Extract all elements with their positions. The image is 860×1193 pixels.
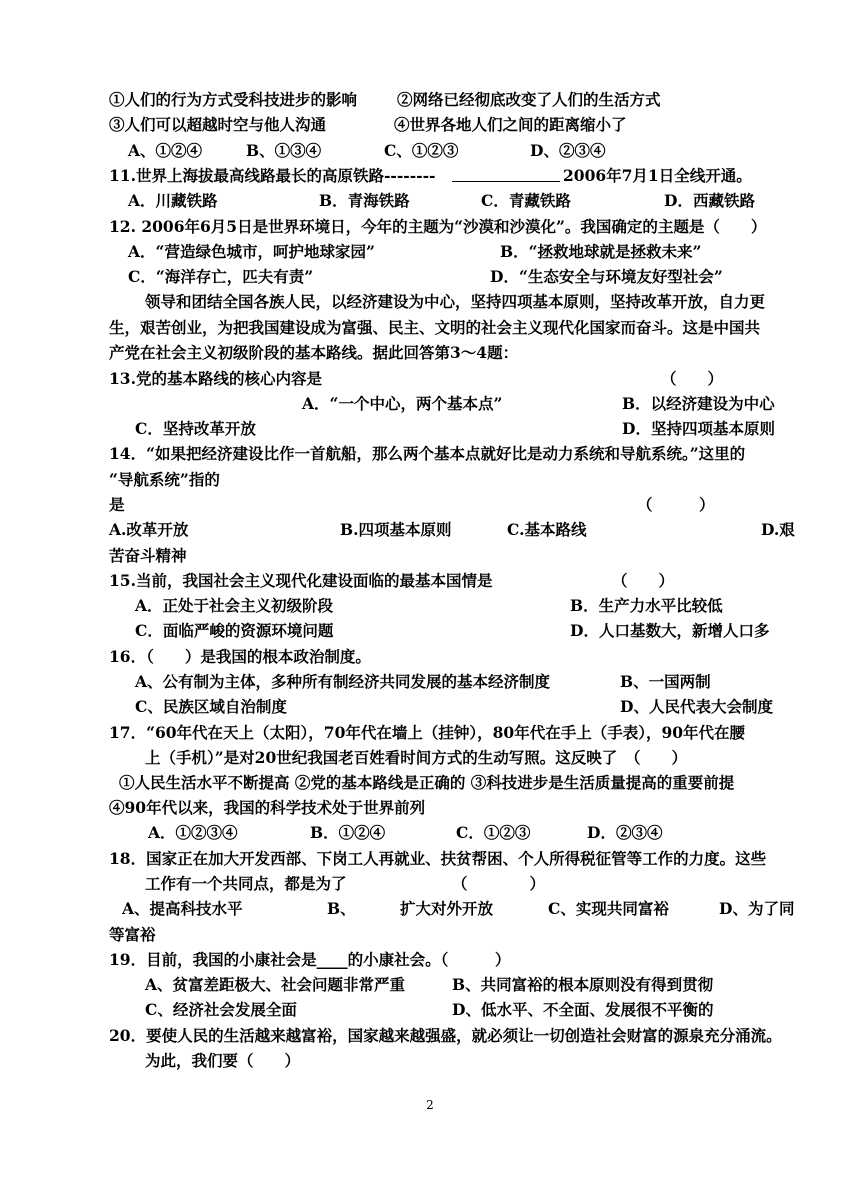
option-c: C、①②③ <box>384 141 459 160</box>
answer-paren: （ ） <box>661 369 724 388</box>
paragraph-text: 领导和团结全国各族人民，以经济建设为中心，坚持四项基本原则，坚持改革开放，自力更 <box>145 292 766 311</box>
option-c: C．面临严峻的资源环境问题 <box>135 621 334 640</box>
option-b: B、 <box>327 899 356 918</box>
option-b: B．①②④ <box>310 823 386 842</box>
option-c: C．青藏铁路 <box>481 191 571 210</box>
option-a: A、贫富差距极大、社会问题非常严重 <box>145 975 406 994</box>
question-text: 2006年7月1日全线开通。 <box>563 166 752 185</box>
option-d: D.艰 <box>761 520 795 539</box>
option-a: A．川藏铁路 <box>128 191 218 210</box>
option-b: B、一国两制 <box>620 672 711 691</box>
option-c: C、实现共同富裕 <box>548 899 669 918</box>
option-a: A．“一个中心，两个基本点” <box>302 394 503 413</box>
option-d: D、②③④ <box>530 141 606 160</box>
answer-paren: （ ） <box>612 571 675 590</box>
option-b: B、共同富裕的根本原则没有得到贯彻 <box>452 975 714 994</box>
option-b: B、①③④ <box>246 141 322 160</box>
statement-text: ①人民生活水平不断提高 ②党的基本路线是正确的 ③科技进步是生活质量提高的重要前提 <box>119 773 735 792</box>
option-b: B．青海铁路 <box>319 191 410 210</box>
option-d: D、为了同 <box>719 899 795 918</box>
option-c: C．①②③ <box>456 823 531 842</box>
question-text: 19．目前，我国的小康社会是____的小康社会。（ ） <box>109 950 511 969</box>
option-a: A、公有制为主体，多种所有制经济共同发展的基本经济制度 <box>135 672 551 691</box>
answer-blank <box>452 165 560 188</box>
option-a: A．“营造绿色城市，呵护地球家园” <box>128 242 375 261</box>
option-a: A．①②③④ <box>148 823 238 842</box>
option-b: B．生产力水平比较低 <box>570 596 723 615</box>
question-text: 工作有一个共同点，都是为了 <box>145 874 347 893</box>
question-text: 是 <box>109 495 125 514</box>
answer-paren: （ ） <box>452 874 546 893</box>
option-d: D、低水平、不全面、发展很不平衡的 <box>452 1000 714 1019</box>
question-text: 为此，我们要（ ） <box>145 1051 301 1070</box>
statement-text: ④90年代以来，我国的科学技术处于世界前列 <box>109 798 426 817</box>
paragraph-text: 生，艰苦创业，为把我国建设成为富强、民主、文明的社会主义现代化国家而奋斗。这是中国共 <box>109 318 761 337</box>
option-b: B．以经济建设为中心 <box>622 394 775 413</box>
question-text: 20．要使人民的生活越来越富裕，国家越来越强盛，就必须让一切创造社会财富的源泉充分涌流。 <box>109 1026 782 1045</box>
option-b: B．“拯救地球就是拯救未来” <box>500 242 702 261</box>
option-d: D．坚持四项基本原则 <box>622 419 775 438</box>
option-c: C．“海洋存亡，匹夫有责” <box>128 267 314 286</box>
question-text: 14．“如果把经济建设比作一首航船，那么两个基本点就好比是动力系统和导航系统。”这里的 <box>109 444 746 463</box>
option-text: 苦奋斗精神 <box>109 546 187 565</box>
question-text: 17．“60年代在天上（太阳），70年代在墙上（挂钟），80年代在手上（手表），90年代在腰 <box>109 723 746 742</box>
option-text: 等富裕 <box>109 925 156 944</box>
option-d: D、人民代表大会制度 <box>620 697 773 716</box>
question-text: “导航系统”指的 <box>109 470 220 489</box>
option-d: D．人口基数大，新增人口多 <box>570 621 770 640</box>
option-c: C、经济社会发展全面 <box>145 1000 297 1019</box>
option-a: A、①②④ <box>128 141 203 160</box>
text-span: ④世界各地人们之间的距离缩小了 <box>394 115 627 134</box>
option-b-text: 扩大对外开放 <box>400 899 494 918</box>
option-c: C．坚持改革开放 <box>135 419 256 438</box>
question-text: 12. 2006年6月5日是世界环境日，今年的主题为“沙漠和沙漠化”。我国确定的主题是（ ） <box>109 217 767 236</box>
option-d: D．西藏铁路 <box>664 191 755 210</box>
question-text: 15.当前，我国社会主义现代化建设面临的最基本国情是 <box>109 571 493 590</box>
option-a: A、提高科技水平 <box>122 899 243 918</box>
question-text: 18．国家正在加大开发西部、下岗工人再就业、扶贫帮困、个人所得税征管等工作的力度。这些 <box>109 849 767 868</box>
option-c: C、民族区域自治制度 <box>135 697 287 716</box>
question-text: 16．（ ）是我国的根本政治制度。 <box>109 647 371 666</box>
question-text: 11.世界上海拔最高线路最长的高原铁路-------- <box>109 166 436 185</box>
question-text: 13.党的基本路线的核心内容是 <box>109 369 322 388</box>
answer-paren: （ ） <box>637 495 715 514</box>
question-text: 上（手机）”是对20世纪我国老百姓看时间方式的生动写照。这反映了 （ ） <box>145 748 687 767</box>
option-a: A．正处于社会主义初级阶段 <box>135 596 334 615</box>
option-a: A.改革开放 <box>109 520 189 539</box>
text-span: ①人们的行为方式受科技进步的影响 <box>109 90 358 109</box>
page-number: 2 <box>426 1098 434 1112</box>
paragraph-text: 产党在社会主义初级阶段的基本路线。据此回答第3～4题： <box>109 343 519 362</box>
text-span: ③人们可以超越时空与他人沟通 <box>109 115 327 134</box>
option-d: D．“生态安全与环境友好型社会” <box>490 267 723 286</box>
option-d: D．②③④ <box>587 823 663 842</box>
text-span: ②网络已经彻底改变了人们的生活方式 <box>397 90 661 109</box>
option-c: C.基本路线 <box>507 520 587 539</box>
option-b: B.四项基本原则 <box>340 520 452 539</box>
